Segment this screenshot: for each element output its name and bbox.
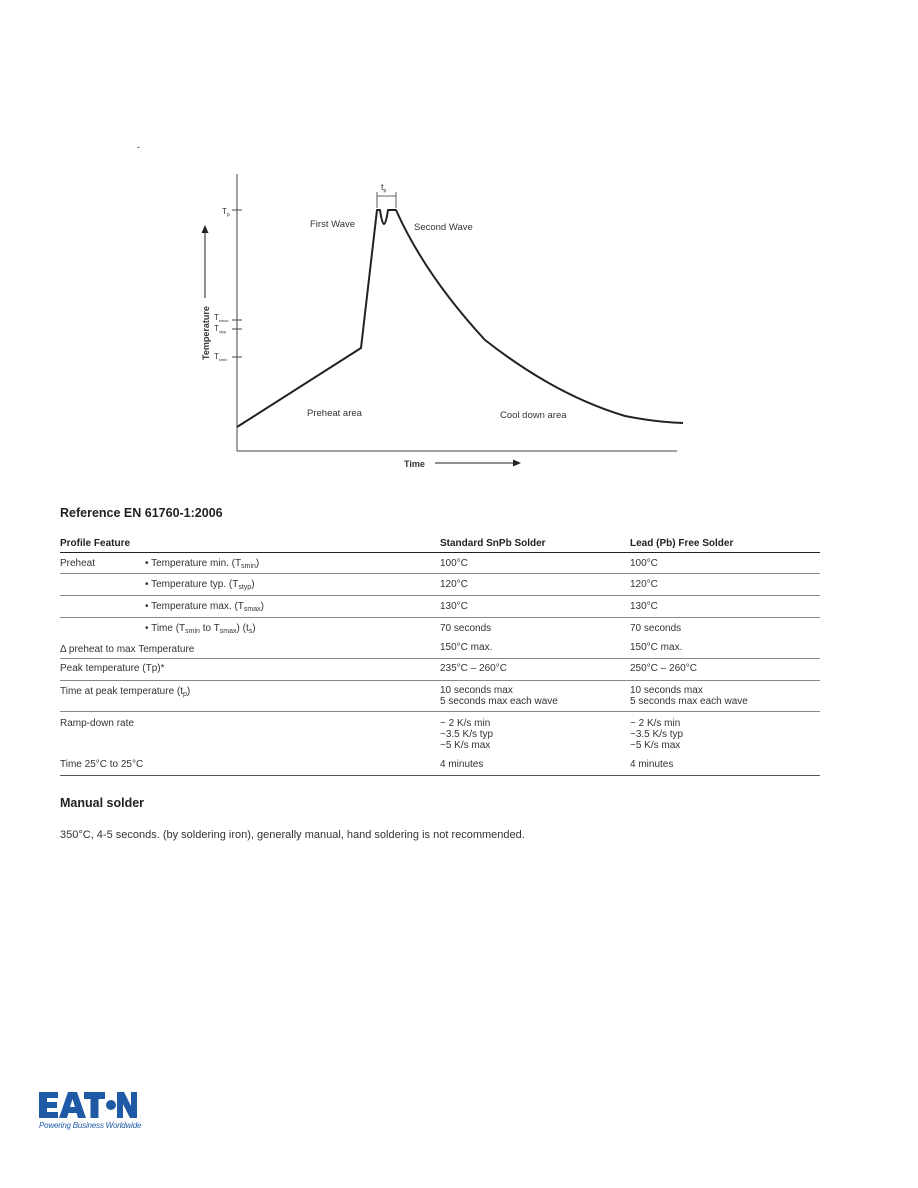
first-wave-label: First Wave [310, 219, 356, 230]
logo-tagline: Powering Business Worldwide [39, 1121, 142, 1130]
header-pbfree: Lead (Pb) Free Solder [630, 538, 734, 549]
row-subfeature: • Temperature min. $(T_{smin})$ [145, 558, 260, 570]
preheat-area-label: Preheat area [307, 408, 362, 419]
row-snpb-value: 120°C [440, 579, 468, 590]
header-profile-feature: Profile Feature [60, 538, 131, 549]
table-row [60, 553, 820, 574]
row-feature: Time at peak temperature $(t_p)$ [60, 686, 191, 698]
table-row [60, 659, 820, 681]
row-pbfree-value: 150°C max. [630, 642, 683, 653]
row-feature: Preheat [60, 558, 96, 569]
wave-solder-profile-chart [195, 170, 695, 475]
tp-time-label: $t_p$ [381, 182, 387, 194]
cool-down-area-label: Cool down area [500, 410, 567, 421]
manual-solder-text: 350°C, 4-5 seconds. (by soldering iron), generally manual, hand soldering is not recommended. [60, 829, 525, 841]
row-snpb-value: 150°C max. [440, 642, 493, 653]
row-subfeature: • Temperature max. $(T_{smax})$ [145, 601, 264, 613]
header-snpb: Standard SnPb Solder [440, 538, 546, 549]
manual-solder-title: Manual solder [60, 796, 145, 810]
row-snpb-value: 10 seconds max 5 seconds max each wave [440, 685, 558, 707]
table-header-row [60, 537, 820, 553]
row-feature: Peak temperature (Tp)* [60, 663, 165, 674]
tp-label: $T_p$ [222, 207, 230, 218]
tsmin-label: $T_{smin}$ [214, 352, 228, 362]
row-pbfree-value: 130°C [630, 601, 658, 612]
solder-profile-table [60, 537, 820, 776]
row-snpb-value: 4 minutes [440, 759, 484, 770]
stray-mark: - [137, 142, 140, 152]
row-snpb-value: ~ 2 K/s min ~3.5 K/s typ ~5 K/s max [440, 718, 494, 751]
second-wave-label: Second Wave [414, 222, 473, 233]
row-pbfree-value: 70 seconds [630, 623, 682, 634]
row-feature: Δ preheat to max Temperature [60, 644, 195, 655]
x-axis-arrowhead [513, 460, 521, 467]
row-feature: Ramp-down rate [60, 718, 134, 729]
y-axis-arrowhead [202, 225, 209, 233]
table-row [60, 681, 820, 712]
x-axis-label: Time [404, 459, 425, 469]
y-axis-label: Temperature [201, 306, 211, 360]
row-snpb-value: 70 seconds [440, 623, 492, 634]
table-row [60, 618, 820, 639]
reference-title: Reference EN 61760-1:2006 [60, 506, 223, 520]
row-subfeature: • Temperature typ. $(T_{styp})$ [145, 579, 255, 591]
row-pbfree-value: 4 minutes [630, 759, 674, 770]
table-row [60, 754, 820, 776]
row-pbfree-value: 250°C – 260°C [630, 663, 697, 674]
row-pbfree-value: 120°C [630, 579, 658, 590]
row-snpb-value: 100°C [440, 558, 468, 569]
table-row [60, 639, 820, 659]
row-pbfree-value: 100°C [630, 558, 658, 569]
table-row [60, 596, 820, 618]
row-feature: Time 25°C to 25°C [60, 759, 144, 770]
row-snpb-value: 235°C – 260°C [440, 663, 507, 674]
row-snpb-value: 130°C [440, 601, 468, 612]
table-row [60, 574, 820, 596]
table-row [60, 712, 820, 754]
eaton-logo [38, 1090, 138, 1120]
temperature-profile-curve [237, 210, 683, 427]
row-pbfree-value: ~ 2 K/s min ~3.5 K/s typ ~5 K/s max [630, 718, 684, 751]
tsmax-label: $T_{smax}$ [214, 313, 229, 323]
row-subfeature: • Time ($T_{smin}$ to $T_{smax}$) $(t_s)$ [145, 623, 256, 635]
row-pbfree-value: 10 seconds max 5 seconds max each wave [630, 685, 748, 707]
tstyp-label: $T_{styp}$ [214, 324, 227, 334]
